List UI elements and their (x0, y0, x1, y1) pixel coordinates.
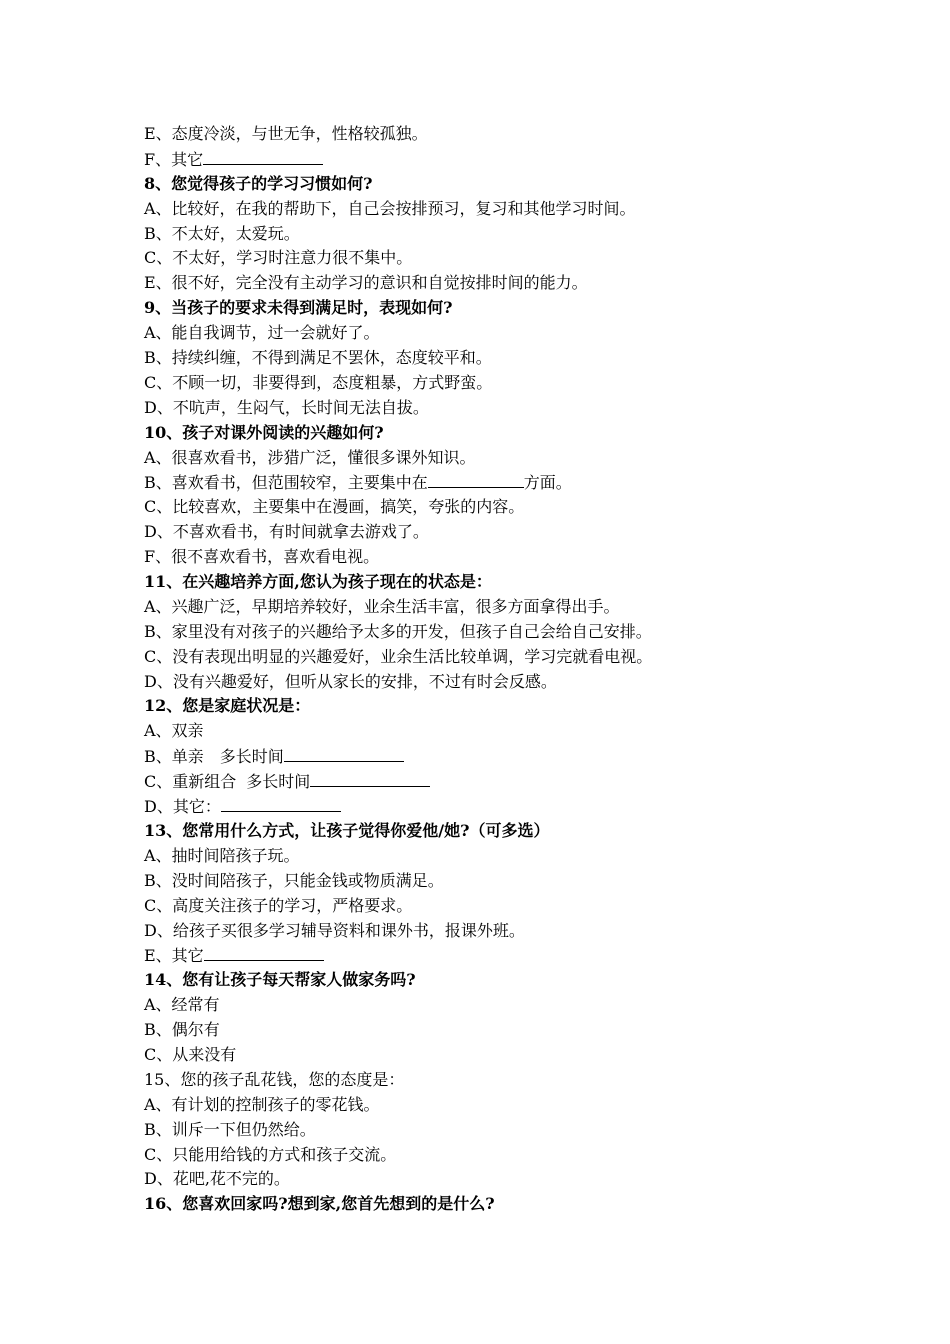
option-q11-a: A、兴趣广泛，早期培养较好，业余生活丰富，很多方面拿得出手。 (144, 596, 620, 616)
option-q9-d: D、不吭声，生闷气，长时间无法自拔。 (144, 397, 429, 417)
option-q10-b: B、喜欢看书，但范围较窄，主要集中在 方面。 (144, 470, 844, 495)
option-q15-c: C、只能用给钱的方式和孩子交流。 (144, 1144, 397, 1164)
option-q9-a: A、能自我调节，过一会就好了。 (144, 323, 380, 343)
option-q14-a: A、经常有 (144, 995, 220, 1015)
option-q7-f: F、其它 (144, 147, 844, 172)
option-q11-c: C、没有表现出明显的兴趣爱好，业余生活比较单调，学习完就看电视。 (144, 646, 653, 666)
fill-blank[interactable] (221, 794, 341, 812)
question-13: 13、您常用什么方式，让孩子觉得你爱他/她?（可多选） (144, 820, 550, 840)
option-q13-c: C、高度关注孩子的学习，严格要求。 (144, 895, 413, 915)
fill-blank[interactable] (284, 744, 404, 762)
option-q14-c: C、从来没有 (144, 1044, 237, 1064)
option-q12-d: D、其它： (144, 794, 844, 819)
question-11: 11、在兴趣培养方面,您认为孩子现在的状态是： (144, 572, 492, 592)
question-12: 12、您是家庭状况是： (144, 696, 311, 716)
option-q10-f: F、很不喜欢看书，喜欢看电视。 (144, 547, 380, 567)
option-q12-a: A、双亲 (144, 721, 204, 741)
option-q11-b: B、家里没有对孩子的兴趣给予太多的开发，但孩子自己会给自己安排。 (144, 621, 652, 641)
fill-blank[interactable] (428, 470, 524, 488)
option-q8-e: E、很不好，完全没有主动学习的意识和自觉按排时间的能力。 (144, 273, 588, 293)
question-8: 8、您觉得孩子的学习习惯如何? (144, 173, 373, 193)
option-q13-a: A、抽时间陪孩子玩。 (144, 845, 300, 865)
question-14: 14、您有让孩子每天帮家人做家务吗? (144, 970, 416, 990)
option-q15-a: A、有计划的控制孩子的零花钱。 (144, 1094, 380, 1114)
question-10: 10、孩子对课外阅读的兴趣如何? (144, 422, 384, 442)
fill-blank[interactable] (204, 943, 324, 961)
question-15: 15、您的孩子乱花钱，您的态度是： (144, 1069, 405, 1089)
option-q10-c: C、比较喜欢，主要集中在漫画，搞笑，夸张的内容。 (144, 497, 525, 517)
option-q12-c: C、重新组合 多长时间 (144, 769, 844, 794)
option-q9-b: B、持续纠缠，不得到满足不罢休，态度较平和。 (144, 348, 492, 368)
questionnaire-page (144, 122, 844, 1217)
option-q13-b: B、没时间陪孩子，只能金钱或物质满足。 (144, 870, 444, 890)
option-q8-a: A、比较好，在我的帮助下，自己会按排预习，复习和其他学习时间。 (144, 198, 636, 218)
option-q15-d: D、花吧,花不完的。 (144, 1169, 290, 1189)
option-q9-c: C、不顾一切，非要得到，态度粗暴，方式野蛮。 (144, 372, 493, 392)
question-9: 9、当孩子的要求未得到满足时，表现如何? (144, 298, 453, 318)
option-q13-d: D、给孩子买很多学习辅导资料和课外书，报课外班。 (144, 920, 525, 940)
fill-blank[interactable] (310, 769, 430, 787)
question-16: 16、您喜欢回家吗?想到家,您首先想到的是什么? (144, 1194, 495, 1214)
option-q15-b: B、训斥一下但仍然给。 (144, 1119, 316, 1139)
option-q14-b: B、偶尔有 (144, 1020, 220, 1040)
option-q7-e: E、态度冷淡，与世无争，性格较孤独。 (144, 124, 428, 143)
option-q11-d: D、没有兴趣爱好，但听从家长的安排，不过有时会反感。 (144, 671, 557, 691)
option-q10-d: D、不喜欢看书，有时间就拿去游戏了。 (144, 522, 429, 542)
option-q13-e: E、其它 (144, 943, 844, 968)
option-q8-c: C、不太好，学习时注意力很不集中。 (144, 248, 413, 268)
option-q10-a: A、很喜欢看书，涉猎广泛，懂很多课外知识。 (144, 447, 476, 467)
option-q12-b: B、单亲 多长时间 (144, 744, 844, 769)
option-q8-b: B、不太好，太爱玩。 (144, 223, 300, 243)
fill-blank[interactable] (203, 147, 323, 165)
